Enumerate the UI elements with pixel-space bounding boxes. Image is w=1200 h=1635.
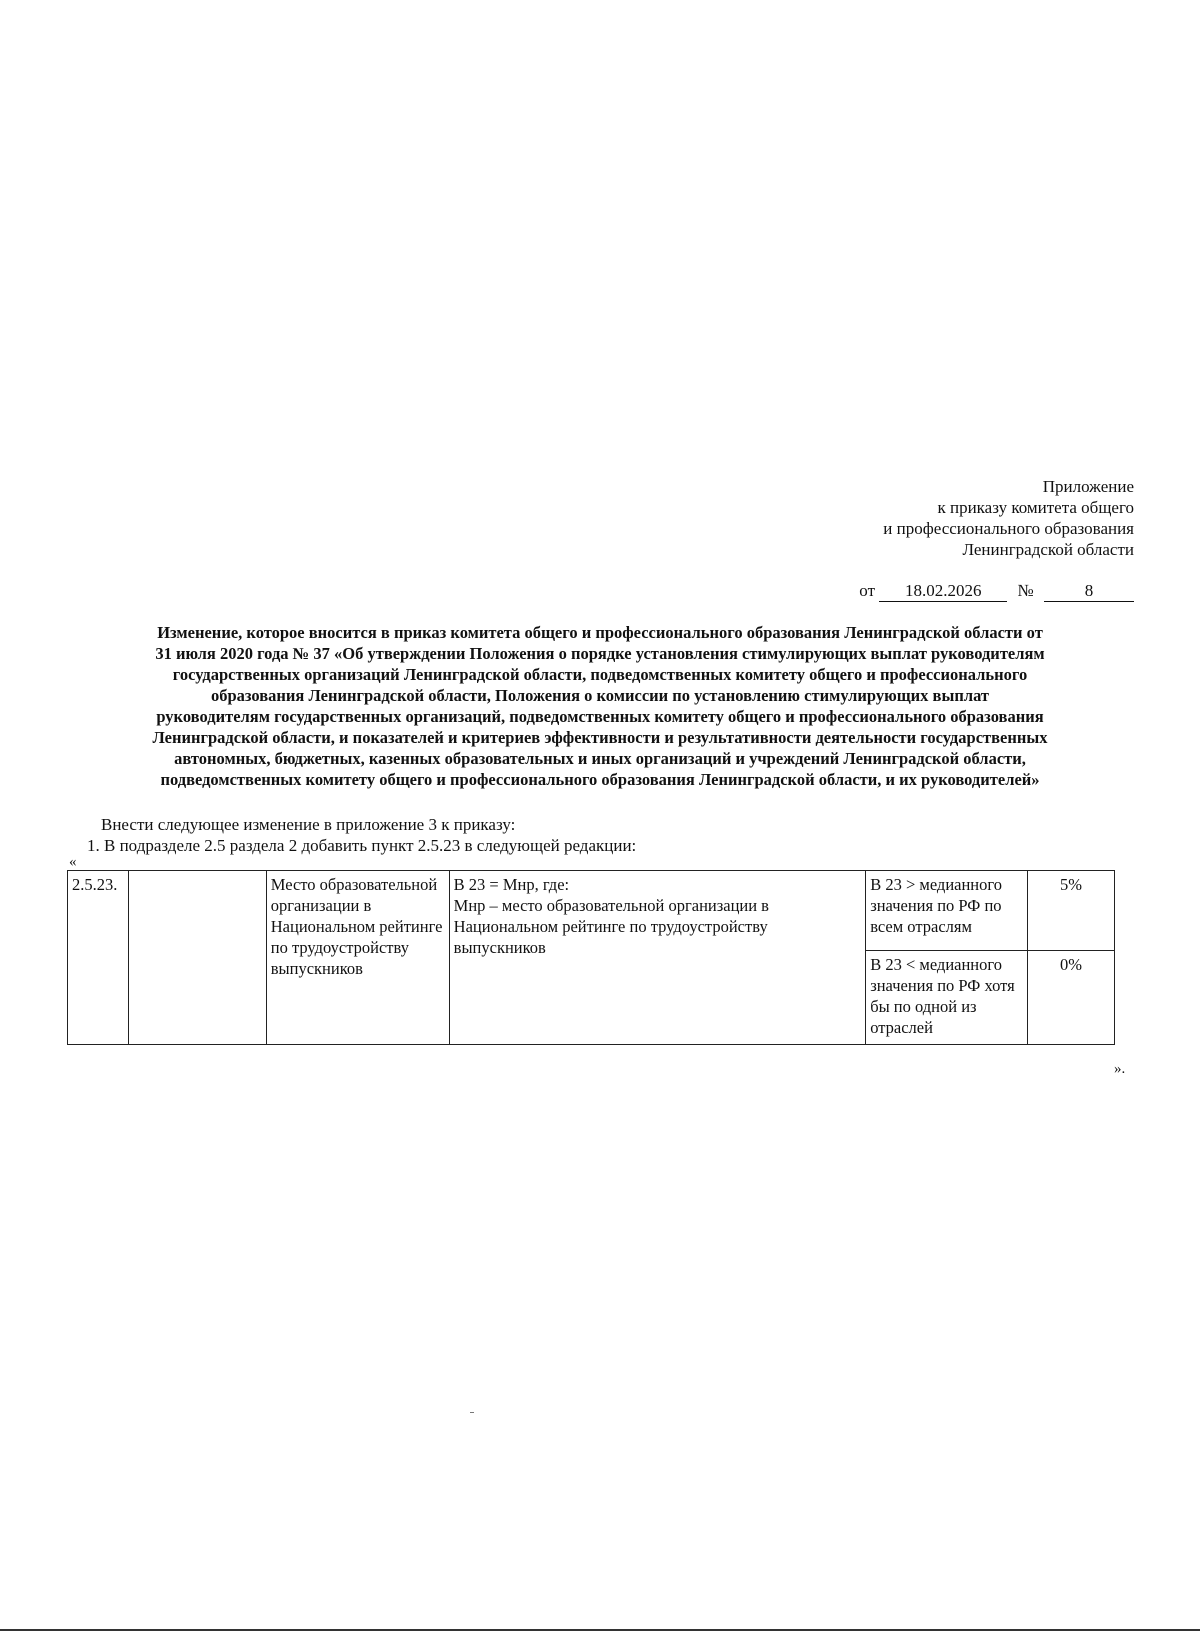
list-item-1: 1. В подразделе 2.5 раздела 2 добавить пункт 2.5.23 в следующей редакции: bbox=[87, 836, 637, 855]
title-line: государственных организаций Ленинградской области, подведомственных комитету общего и профессионального bbox=[172, 665, 1028, 684]
attachment-line: к приказу комитета общего bbox=[937, 498, 1134, 517]
row-number-cell: 2.5.23. bbox=[68, 871, 129, 1045]
criterion-value-cell: 5% bbox=[1028, 871, 1115, 951]
formula-explanation: Мнр – место образовательной организации в Национальном рейтинге по трудоустройству выпускников bbox=[453, 896, 769, 957]
number-label: № bbox=[1017, 581, 1034, 600]
order-reference bbox=[859, 580, 1134, 602]
scan-mark bbox=[470, 1412, 474, 1413]
open-quote: « bbox=[69, 854, 77, 870]
attachment-header bbox=[883, 476, 1134, 560]
table-row bbox=[68, 871, 1115, 951]
attachment-line: Ленинградской области bbox=[962, 540, 1134, 559]
title-line: подведомственных комитету общего и профессионального образования Ленинградской области, и их руководителей» bbox=[160, 770, 1040, 789]
title-line: образования Ленинградской области, Положения о комиссии по установлению стимулирующих выплат bbox=[210, 686, 990, 705]
title-line: автономных, бюджетных, казенных образовательных и иных организаций и учреждений Ленинградской области, bbox=[174, 749, 1026, 768]
title-line: Ленинградской области, и показателей и критериев эффективности и результативности деятельности государственных bbox=[152, 728, 1048, 747]
formula-cell bbox=[449, 871, 866, 1045]
attachment-line: Приложение bbox=[1042, 477, 1134, 496]
criterion-condition-cell: В 23 < медианного значения по РФ хотя бы по одной из отраслей bbox=[866, 951, 1028, 1045]
criterion-value-cell: 0% bbox=[1028, 951, 1115, 1045]
document-title bbox=[60, 622, 1140, 790]
close-quote: ». bbox=[1114, 1061, 1126, 1077]
amendment-table bbox=[67, 870, 1115, 1045]
date-label: от bbox=[859, 581, 876, 600]
attachment-line: и профессионального образования bbox=[883, 519, 1134, 538]
order-date: 18.02.2026 bbox=[879, 581, 1007, 602]
scan-edge-line bbox=[0, 1629, 1200, 1631]
order-number: 8 bbox=[1044, 581, 1134, 602]
intro-paragraph: Внести следующее изменение в приложение 3 к приказу: bbox=[101, 815, 516, 834]
formula-definition: В 23 = Мнр, где: bbox=[453, 875, 570, 894]
indicator-cell: Место образовательной организации в Национальном рейтинге по трудоустройству выпускников bbox=[266, 871, 449, 1045]
title-line: руководителям государственных организаций, подведомственных комитету общего и профессионального образования bbox=[156, 707, 1044, 726]
empty-cell bbox=[128, 871, 266, 1045]
criterion-condition-cell: В 23 > медианного значения по РФ по всем отраслям bbox=[866, 871, 1028, 951]
title-line: 31 июля 2020 года № 37 «Об утверждении Положения о порядке установления стимулирующих выплат руководителям bbox=[155, 644, 1045, 663]
title-line: Изменение, которое вносится в приказ комитета общего и профессионального образования Ленинградской области от bbox=[157, 623, 1043, 642]
